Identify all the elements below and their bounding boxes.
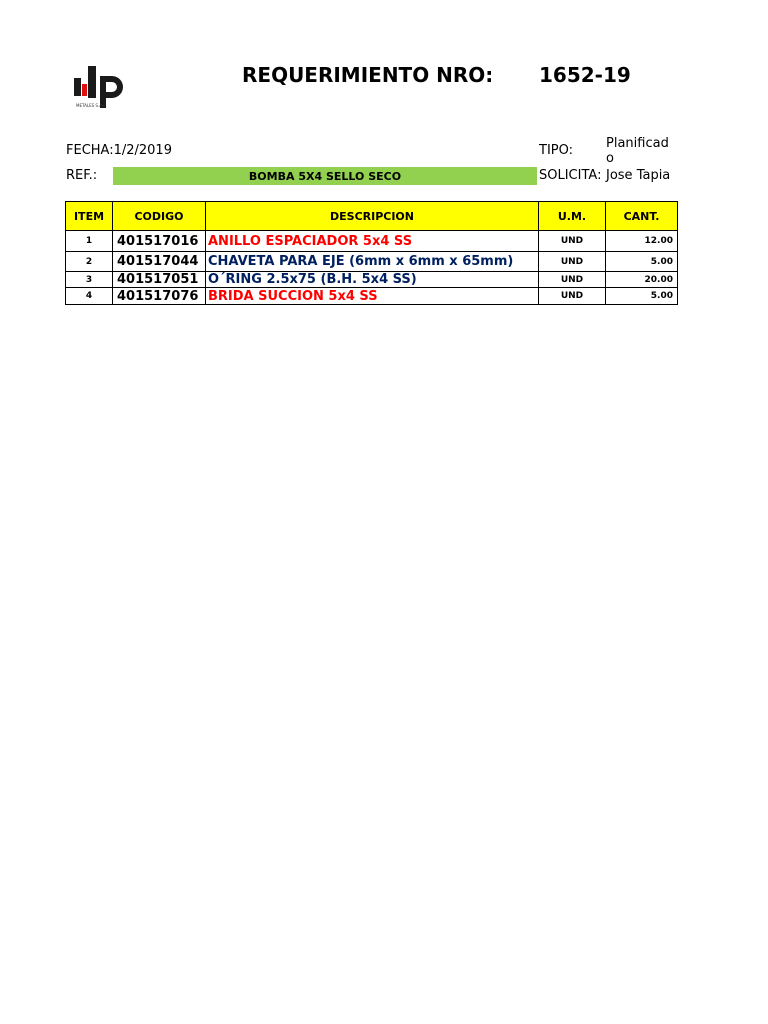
table-row [66,231,678,252]
cell-item: 2 [66,252,113,272]
col-header-item: ITEM [66,202,113,231]
cell-codigo: 401517076 [113,288,206,305]
col-header-descripcion: DESCRIPCION [206,202,539,231]
ref-label: REF.: [66,168,98,183]
col-header-cant: CANT. [606,202,678,231]
cell-descripcion: O´RING 2.5x75 (B.H. 5x4 SS) [206,272,539,288]
cell-codigo: 401517044 [113,252,206,272]
cell-descripcion: BRIDA SUCCION 5x4 SS [206,288,539,305]
cell-codigo: 401517051 [113,272,206,288]
cell-descripcion: CHAVETA PARA EJE (6mm x 6mm x 65mm) [206,252,539,272]
cell-cant: 5.00 [606,288,678,305]
table-header-row [66,202,678,231]
cell-um: UND [539,231,606,252]
cell-um: UND [539,288,606,305]
cell-cant: 12.00 [606,231,678,252]
cell-um: UND [539,272,606,288]
cell-cant: 20.00 [606,272,678,288]
table-row [66,288,678,305]
company-logo [74,64,132,110]
document-number: 1652-19 [539,63,631,87]
col-header-um: U.M. [539,202,606,231]
solicita-value: Jose Tapia [606,168,671,183]
svg-text:METALES S.A.C.: METALES S.A.C. [76,103,108,108]
table-row [66,272,678,288]
cell-descripcion: ANILLO ESPACIADOR 5x4 SS [206,231,539,252]
cell-cant: 5.00 [606,252,678,272]
fecha-field: FECHA:1/2/2019 [66,143,172,158]
tipo-label: TIPO: [539,143,573,158]
cell-codigo: 401517016 [113,231,206,252]
cell-item: 4 [66,288,113,305]
solicita-label: SOLICITA: [539,168,602,183]
ref-value: BOMBA 5X4 SELLO SECO [113,167,537,185]
table-row [66,252,678,272]
items-table [65,201,678,305]
cell-um: UND [539,252,606,272]
cell-item: 3 [66,272,113,288]
col-header-codigo: CODIGO [113,202,206,231]
cell-item: 1 [66,231,113,252]
tipo-value: Planificado [606,136,669,166]
document-title: REQUERIMIENTO NRO: [242,63,494,87]
